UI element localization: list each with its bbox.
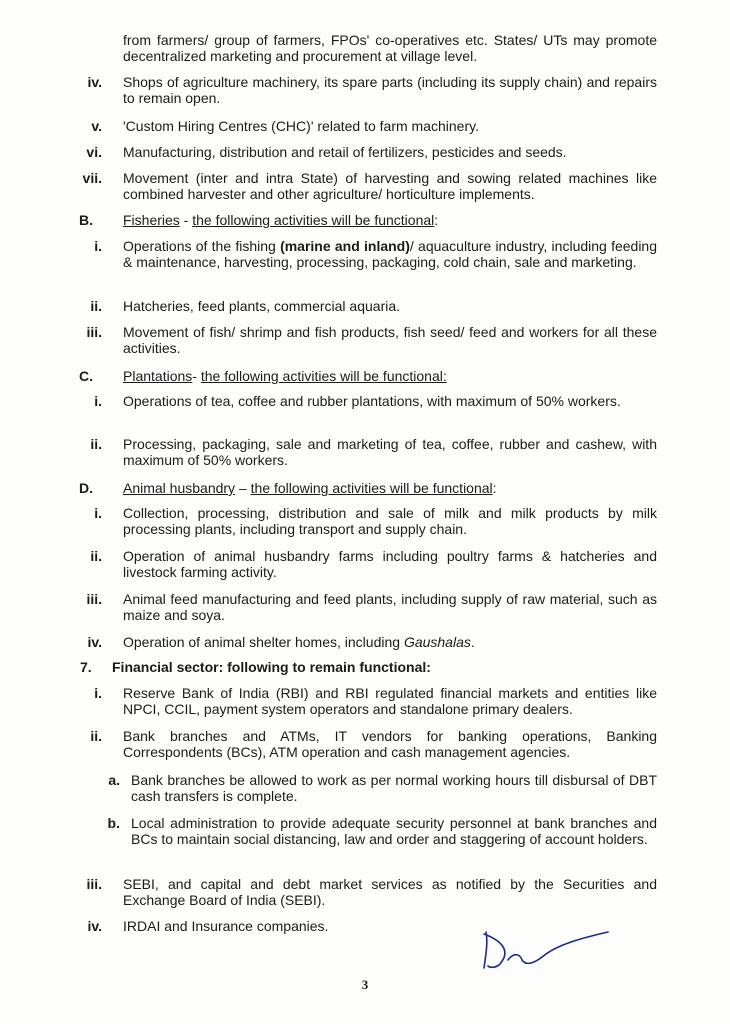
item-number: iii. [86,591,102,607]
item-number: iv. [87,918,102,934]
section-heading [123,368,657,384]
item-number: iv. [87,634,102,650]
section-letter: C. [79,368,93,384]
item-number: iii. [86,324,102,340]
item-number: i. [94,238,102,254]
page-number: 3 [361,977,369,992]
item-text: SEBI, and capital and debt market services as notified by the Securities and Exchange Board of India (SEBI). [123,876,657,909]
item-text: Reserve Bank of India (RBI) and RBI regulated financial markets and entities like NPCI, CCIL, payment system operators and standalone primary dealers. [123,685,657,718]
section-number: 7. [80,659,92,675]
item-number: ii. [90,548,102,564]
section-letter: D. [79,480,93,496]
item-text: Manufacturing, distribution and retail of fertilizers, pesticides and seeds. [123,144,567,160]
heading-tail: : [434,212,439,228]
item-text: Hatcheries, feed plants, commercial aquaria. [123,298,401,314]
italic-run: Gaushalas [403,634,471,650]
section-subtitle: the following activities will be functional [250,480,493,496]
item-text: Movement of fish/ shrimp and fish products, fish seed/ feed and workers for all these activities. [123,324,657,357]
item-text [123,634,657,650]
item-number: v. [91,118,102,134]
bold-run: (marine and inland) [280,238,410,254]
section-subtitle: the following activities will be functional: [200,368,447,384]
heading-separator: - [179,212,193,228]
sub-item-letter: b. [107,815,120,831]
sub-item-letter: a. [108,772,120,788]
text-run: Operations of the fishing [123,238,281,254]
section-heading: Financial sector: following to remain functional: [112,659,431,675]
item-text [123,238,657,270]
section-heading [123,480,657,496]
intro-paragraph: from farmers/ group of farmers, FPOs' co-operatives etc. States/ UTs may promote decentralized marketing and procurement at village level. [123,32,657,65]
item-number: ii. [90,298,102,314]
item-text: IRDAI and Insurance companies. [123,918,329,934]
heading-tail: : [492,480,497,496]
item-text: Animal feed manufacturing and feed plants, including supply of raw material, such as maize and soya. [123,591,657,624]
item-text: Processing, packaging, sale and marketing of tea, coffee, rubber and cashew, with maximum of 50% workers. [123,436,657,469]
item-number: iv. [87,74,102,90]
signature [478,924,613,974]
item-text: Operation of animal husbandry farms including poultry farms & hatcheries and livestock farming activity. [123,548,657,581]
item-text: Collection, processing, distribution and sale of milk and milk products by milk processing plants, including transport and supply chain. [123,505,657,538]
item-text: Shops of agriculture machinery, its spare parts (including its supply chain) and repairs to remain open. [123,74,657,107]
item-text: Local administration to provide adequate security personnel at bank branches and BCs to maintain social distancing, law and order and staggering of account holders. [131,815,657,848]
section-title: Animal husbandry [123,480,236,496]
heading-separator: – [235,480,251,496]
heading-separator: - [192,368,201,384]
item-number: i. [94,685,102,701]
text-run: / aquaculture industry, including feeding & maintenance, harvesting, processing, packaging, cold chain, sale and marketing. [123,238,657,271]
text-run: . [470,634,475,650]
item-number: i. [94,505,102,521]
item-text: Bank branches be allowed to work as per normal working hours till disbursal of DBT cash transfers is complete. [131,772,657,805]
section-title: Fisheries [123,212,180,228]
item-number: iii. [86,876,102,892]
item-number: vi. [86,144,102,160]
section-letter: B. [79,212,93,228]
item-number: ii. [90,728,102,744]
section-heading [123,212,657,228]
item-number: vii. [82,170,102,186]
item-text: 'Custom Hiring Centres (CHC)' related to farm machinery. [123,118,479,134]
item-text: Bank branches and ATMs, IT vendors for banking operations, Banking Correspondents (BCs), ATM operation and cash management agencies. [123,728,657,761]
item-text: Operations of tea, coffee and rubber plantations, with maximum of 50% workers. [123,393,621,409]
item-number: i. [94,393,102,409]
item-text: Movement (inter and intra State) of harvesting and sowing related machines like combined harvester and other agriculture/ horticulture implements. [123,170,657,203]
section-title: Plantations [123,368,193,384]
text-run: Operation of animal shelter homes, including [123,634,404,650]
item-number: ii. [90,436,102,452]
section-subtitle: the following activities will be functional [192,212,435,228]
